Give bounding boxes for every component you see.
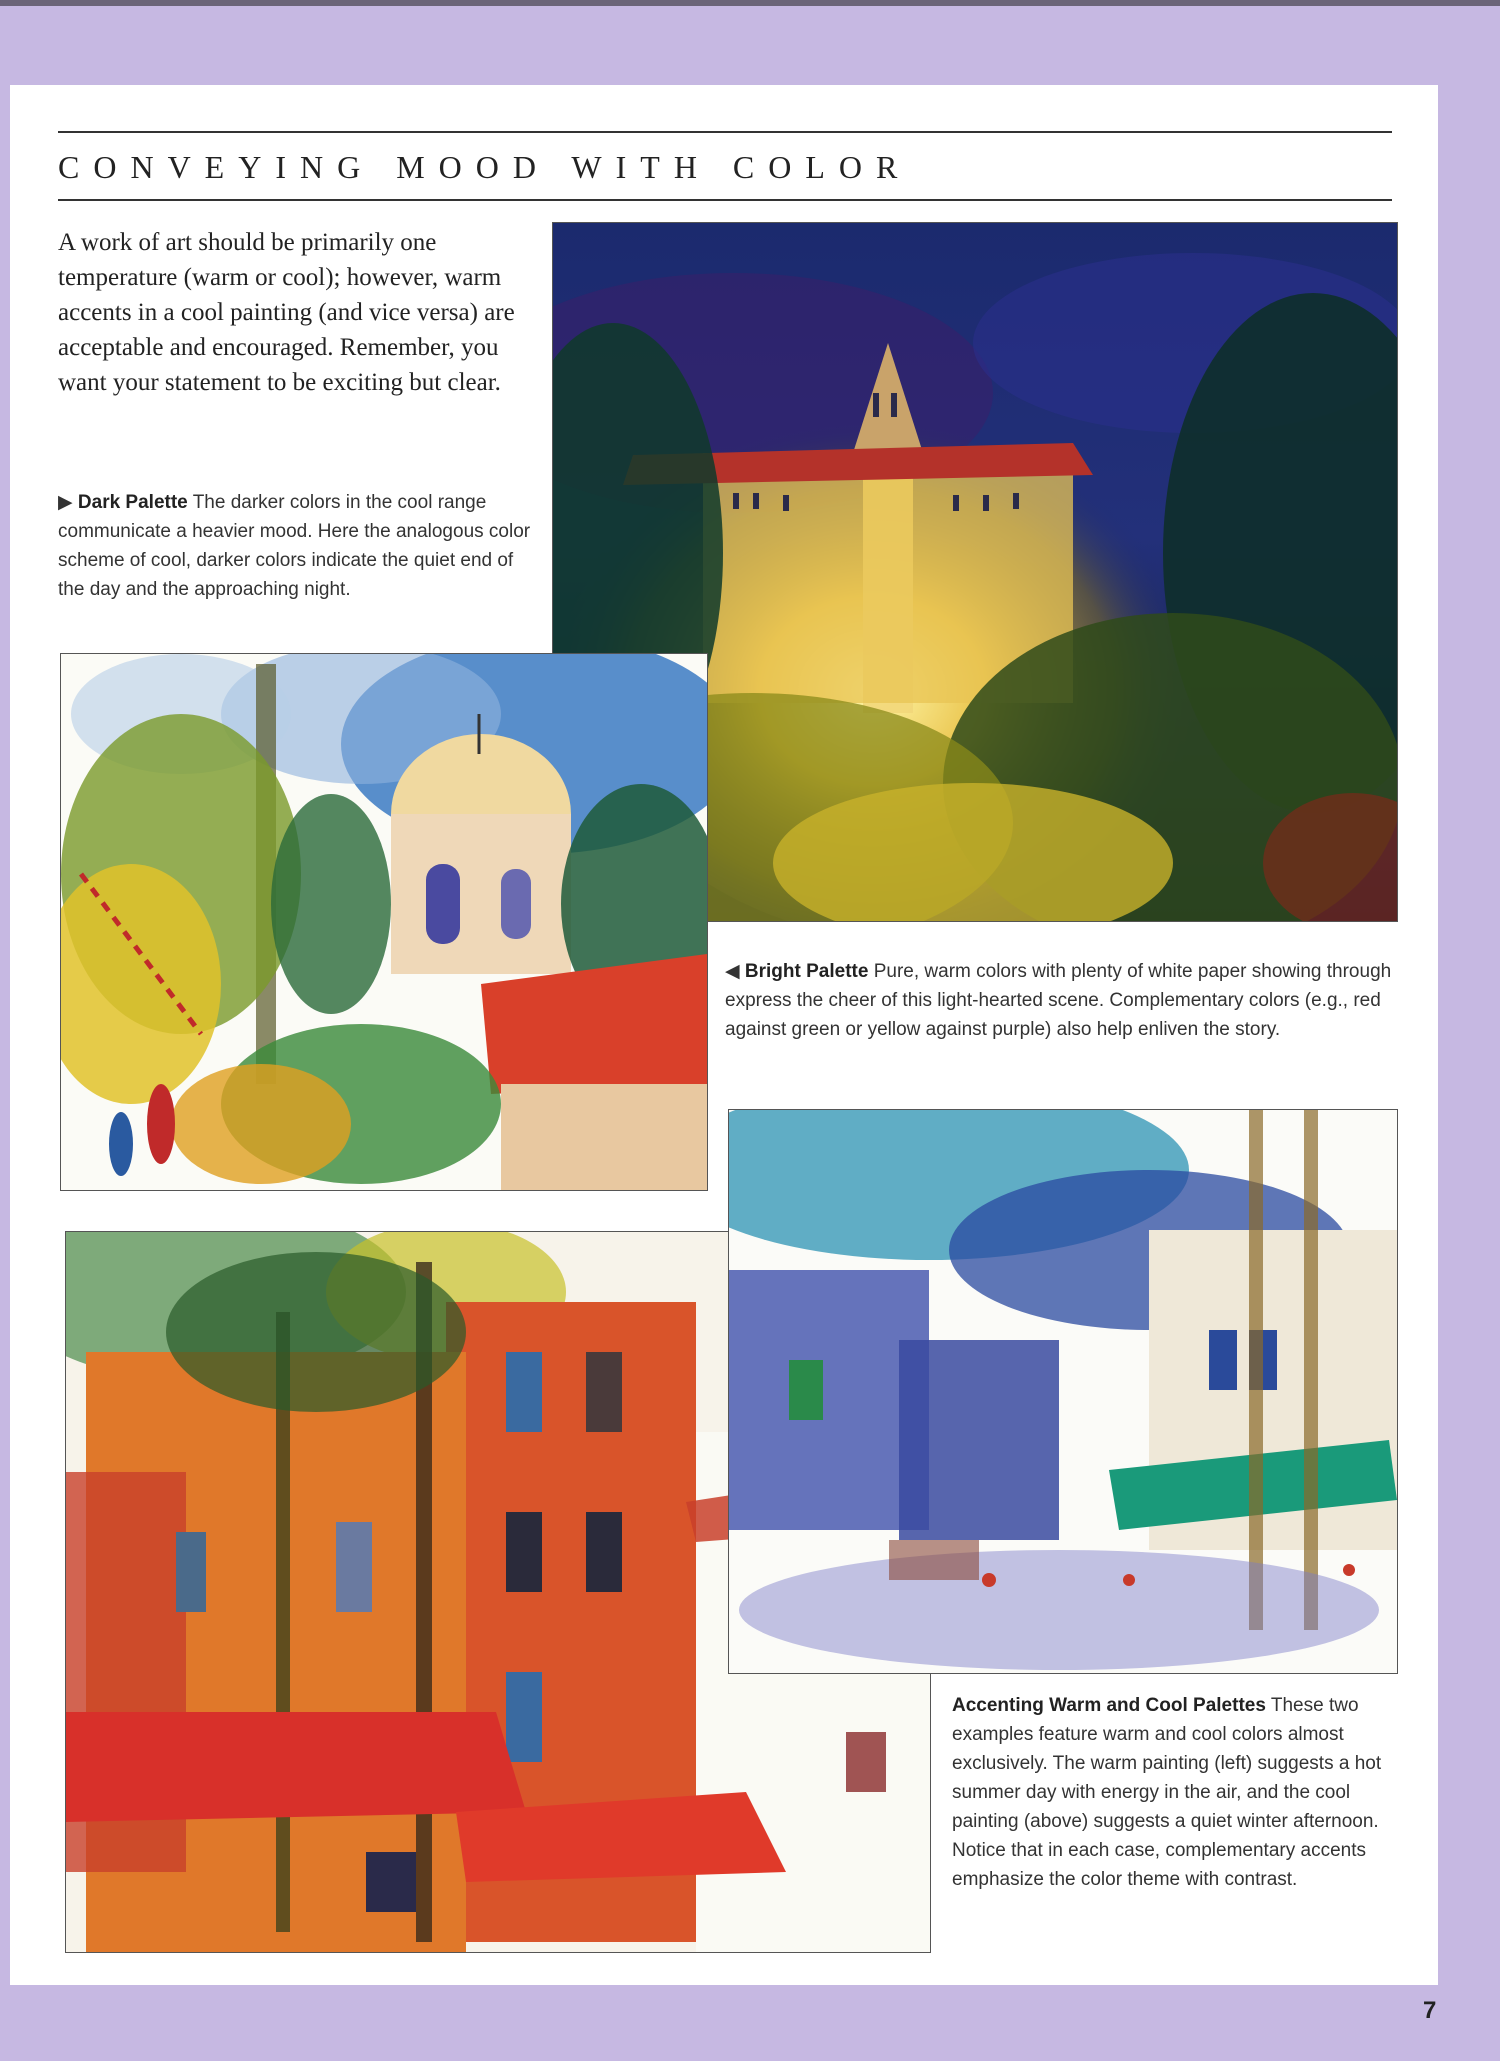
caption-arrow-right-icon: ▶ [58, 492, 73, 513]
painting-winter-street [728, 1109, 1398, 1674]
caption-accenting-palettes [952, 1691, 1412, 1894]
scanner-edge [0, 0, 1500, 6]
page-number: 7 [1423, 1997, 1437, 2024]
painting-dome-church [60, 653, 708, 1191]
caption-bright-palette [725, 957, 1395, 1044]
intro-paragraph: A work of art should be primarily one temperature (warm or cool); however, warm accents in a cool painting (and vice versa) are acceptable and encouraged. Remember, you want your statement to be exciting but clear. [58, 229, 515, 396]
title-rule-bottom [58, 199, 1392, 201]
book-page [10, 85, 1438, 1985]
caption-text: The darker colors in the cool range communicate a heavier mood. Here the analogous color scheme of cool, darker colors indicate the quiet end of the day and the approaching night. [58, 492, 531, 600]
caption-text: Pure, warm colors with plenty of white paper showing through express the cheer of this light-hearted scene. Complementary colors (e.g., red against green or yellow against purple) also help enliven the story. [725, 961, 1392, 1040]
caption-title: Bright Palette [744, 961, 869, 982]
page-title: CONVEYING MOOD WITH COLOR [58, 149, 912, 185]
caption-arrow-left-icon: ◀ [725, 961, 740, 982]
title-rule-top [58, 131, 1392, 133]
caption-dark-palette [58, 488, 538, 604]
caption-title: Accenting Warm and Cool Palettes [952, 1695, 1266, 1716]
caption-text: These two examples feature warm and cool colors almost exclusively. The warm painting (left) suggests a hot summer day with energy in the air, and the cool painting (above) suggests a quiet winter afternoon. Notice that in each case, complementary accents emphasize the color theme with contrast. [952, 1695, 1382, 1890]
caption-title: Dark Palette [77, 492, 188, 513]
